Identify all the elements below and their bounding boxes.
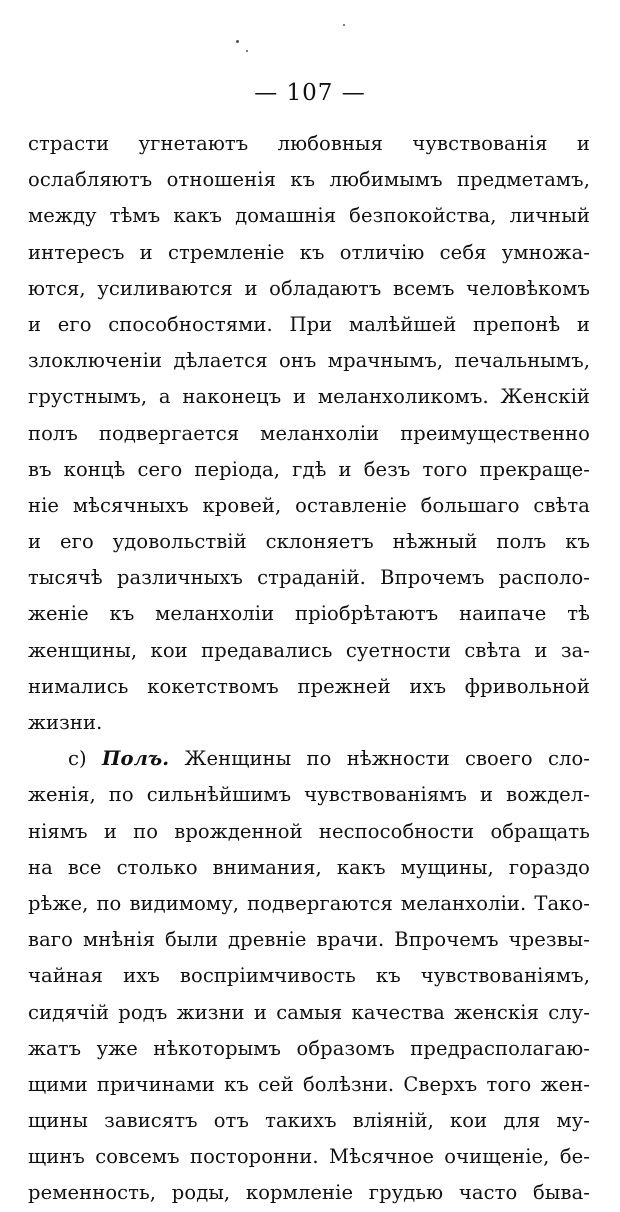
text-line: ніямъ и по врожденной неспособности обращать: [28, 819, 590, 843]
text-line: и его удовольствій склоняетъ нѣжный полъ къ: [28, 530, 590, 554]
text-line: грустнымъ, а наконецъ и меланхоликомъ. Женскій: [28, 385, 590, 409]
text-line: женіе къ меланхоліи пріобрѣтаютъ наипаче тѣ: [28, 602, 590, 626]
text-line: щины зависятъ отъ такихъ вліяній, кои для му-: [28, 1109, 590, 1133]
text-line: жатъ уже нѣкоторымъ образомъ предрасполагаю-: [28, 1036, 590, 1060]
text-line: между тѣмъ какъ домашнія безпокойства, личный: [28, 204, 590, 228]
ink-speck: [343, 24, 345, 26]
text-line: ются, усиливаются и обладаютъ всемъ человѣкомъ: [28, 276, 590, 300]
text-line: ременность, роды, кормленіе грудью часто быва-: [28, 1181, 590, 1205]
text-line: женія, по сильнѣйшимъ чувствованіямъ и вождел-: [28, 783, 590, 807]
text-line: сидячій родъ жизни и самыя качества женскія слу-: [28, 1000, 590, 1024]
section-letter: c): [68, 747, 87, 771]
text-line: щинъ совсемъ посторонни. Мѣсячное очищеніе, бе-: [28, 1145, 590, 1169]
text-line: и его способностями. При малѣйшей препонѣ и: [28, 312, 590, 336]
text-line: женщины, кои предавались суетности свѣта и за-: [28, 638, 590, 662]
body-text: [28, 126, 590, 1212]
text-line: ніе мѣсячныхъ кровей, оставленіе большаго свѣта: [28, 493, 590, 517]
text-line: тысячѣ различныхъ страданій. Впрочемъ располо-: [28, 566, 590, 590]
text-line: ослабляютъ отношенія къ любимымъ предметамъ,: [28, 168, 590, 192]
ink-speck: [236, 40, 239, 43]
text-line: ваго мнѣнія были древніе врачи. Впрочемъ чрезвы-: [28, 928, 590, 952]
text-line: злоключеніи дѣлается онъ мрачнымъ, печальнымъ,: [28, 349, 590, 373]
text-line: рѣже, по видимому, подвергаются меланхоліи. Тако-: [28, 891, 590, 915]
page-number: — 107 —: [254, 80, 366, 106]
text-line: на все столько внимания, какъ мущины, гораздо: [28, 855, 590, 879]
section-heading: Полъ.: [102, 747, 170, 771]
text-line: въ концѣ сего періода, гдѣ и безъ того прекраще-: [28, 457, 590, 481]
text-line: щими причинами къ сей болѣзни. Сверхъ того жен-: [28, 1072, 590, 1096]
ink-speck: [246, 50, 248, 52]
text-line: чайная ихъ воспріимчивость къ чувствованіямъ,: [28, 964, 590, 988]
text-line: интересъ и стремленіе къ отличію себя умножа-: [28, 240, 590, 264]
section-heading-line: [28, 741, 590, 777]
text-line-rest: Женщины по нѣжности своего сло-: [184, 747, 590, 771]
text-line: нимались кокетствомъ прежней ихъ фривольной: [28, 674, 590, 698]
text-line: страсти угнетаютъ любовныя чувствованія и: [28, 132, 590, 155]
text-line: полъ подвергается меланхоліи преимущественно: [28, 421, 590, 445]
text-line: жизни.: [28, 711, 103, 734]
